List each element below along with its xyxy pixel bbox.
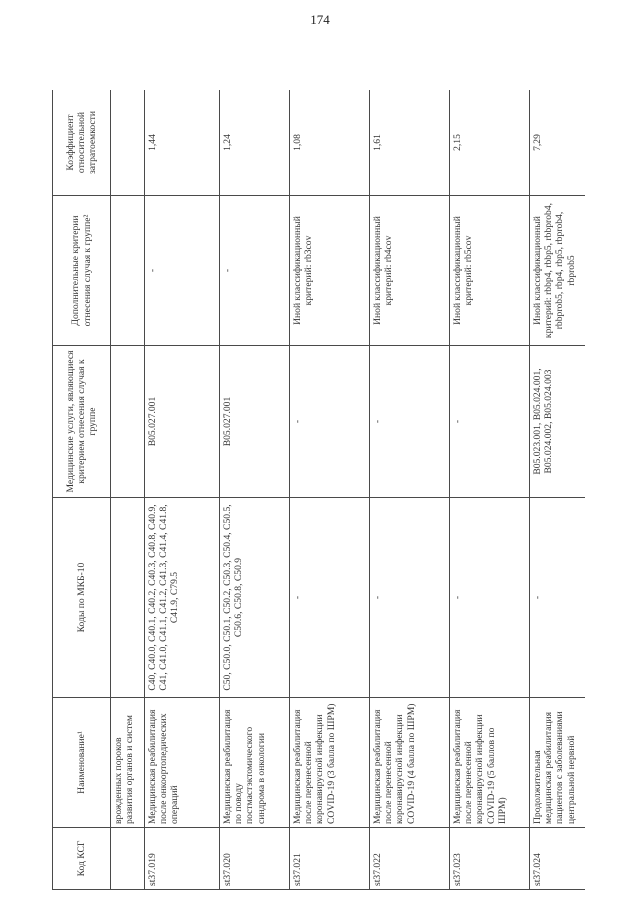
header-name: Наименование¹ — [53, 698, 111, 828]
table-row — [530, 90, 586, 890]
table-row — [220, 90, 290, 890]
cell-mkb — [111, 498, 145, 698]
cell-criteria: Иной классификационный критерий: rb3cov — [290, 196, 370, 346]
cell-services: B05.027.001 — [220, 346, 290, 498]
cell-code: st37.023 — [450, 828, 530, 890]
cell-criteria: - — [220, 196, 290, 346]
cell-coef: 7,29 — [530, 90, 586, 196]
cell-name: Медицинская реабилитация по поводу постмастэктомического синдрома в онкологии — [220, 698, 290, 828]
cell-code: st37.019 — [145, 828, 220, 890]
cell-criteria: Иной классификационный критерий: rbbp4, rbbp5, rbbprob4, rbbprob5, rbp4, rbp5, rbprob4, rbprob5 — [530, 196, 586, 346]
cell-services: - — [290, 346, 370, 498]
cell-criteria — [111, 196, 145, 346]
cell-code: st37.022 — [370, 828, 450, 890]
header-services: Медицинские услуги, являющиеся критерием отнесения случая к группе — [53, 346, 111, 498]
cell-coef — [111, 90, 145, 196]
cell-mkb: C40, C40.0, C40.1, C40.2, C40.3, C40.8, C40.9, C41, C41.0, C41.1, C41.2, C41.3, C41.4, C41.8, C41.9, C79.5 — [145, 498, 220, 698]
cell-coef: 2,15 — [450, 90, 530, 196]
cell-coef: 1,44 — [145, 90, 220, 196]
cell-mkb: - — [450, 498, 530, 698]
table-row — [450, 90, 530, 890]
cell-code: st37.024 — [530, 828, 586, 890]
cell-name: Медицинская реабилитация после перенесенной коронавирусной инфекции COVID-19 (3 балла по ШРМ) — [290, 698, 370, 828]
header-coef: Коэффициент относительной затратоемкости — [53, 90, 111, 196]
cell-services: - — [370, 346, 450, 498]
cell-mkb: - — [530, 498, 586, 698]
table-row-continuation — [111, 90, 145, 890]
cell-services: - — [450, 346, 530, 498]
cell-criteria: Иной классификационный критерий: rb5cov — [450, 196, 530, 346]
cell-mkb: C50, C50.0, C50.1, C50.2, C50.3, C50.4, C50.5, C50.6, C50.8, C50.9 — [220, 498, 290, 698]
header-criteria: Дополнительные критерии отнесения случая к группе² — [53, 196, 111, 346]
cell-mkb: - — [290, 498, 370, 698]
cell-services: B05.023.001, B05.024.001, B05.024.002, B05.024.003 — [530, 346, 586, 498]
cell-services — [111, 346, 145, 498]
cell-code: st37.021 — [290, 828, 370, 890]
page-number: 174 — [310, 12, 330, 27]
table-row — [145, 90, 220, 890]
cell-coef: 1,08 — [290, 90, 370, 196]
table-viewport — [52, 90, 585, 890]
cell-mkb: - — [370, 498, 450, 698]
header-code: Код КСГ — [53, 828, 111, 890]
header-mkb: Коды по МКБ-10 — [53, 498, 111, 698]
cell-coef: 1,24 — [220, 90, 290, 196]
cell-name: Продолжительная медицинская реабилитация пациентов с заболеваниями центральной нервной — [530, 698, 586, 828]
cell-name: врожденных пороков развития органов и систем — [111, 698, 145, 828]
table-header-row — [53, 90, 111, 890]
cell-criteria: Иной классификационный критерий: rb4cov — [370, 196, 450, 346]
cell-code: st37.020 — [220, 828, 290, 890]
cell-services: B05.027.001 — [145, 346, 220, 498]
table-row — [370, 90, 450, 890]
cell-name: Медицинская реабилитация после онкоортопедических операций — [145, 698, 220, 828]
cell-coef: 1,61 — [370, 90, 450, 196]
cell-criteria: - — [145, 196, 220, 346]
table-row — [290, 90, 370, 890]
ksg-table — [52, 90, 585, 890]
cell-code — [111, 828, 145, 890]
cell-name: Медицинская реабилитация после перенесенной коронавирусной инфекции COVID-19 (5 баллов по ШРМ) — [450, 698, 530, 828]
cell-name: Медицинская реабилитация после перенесенной коронавирусной инфекции COVID-19 (4 балла по ШРМ) — [370, 698, 450, 828]
rotated-table-container — [52, 90, 585, 890]
